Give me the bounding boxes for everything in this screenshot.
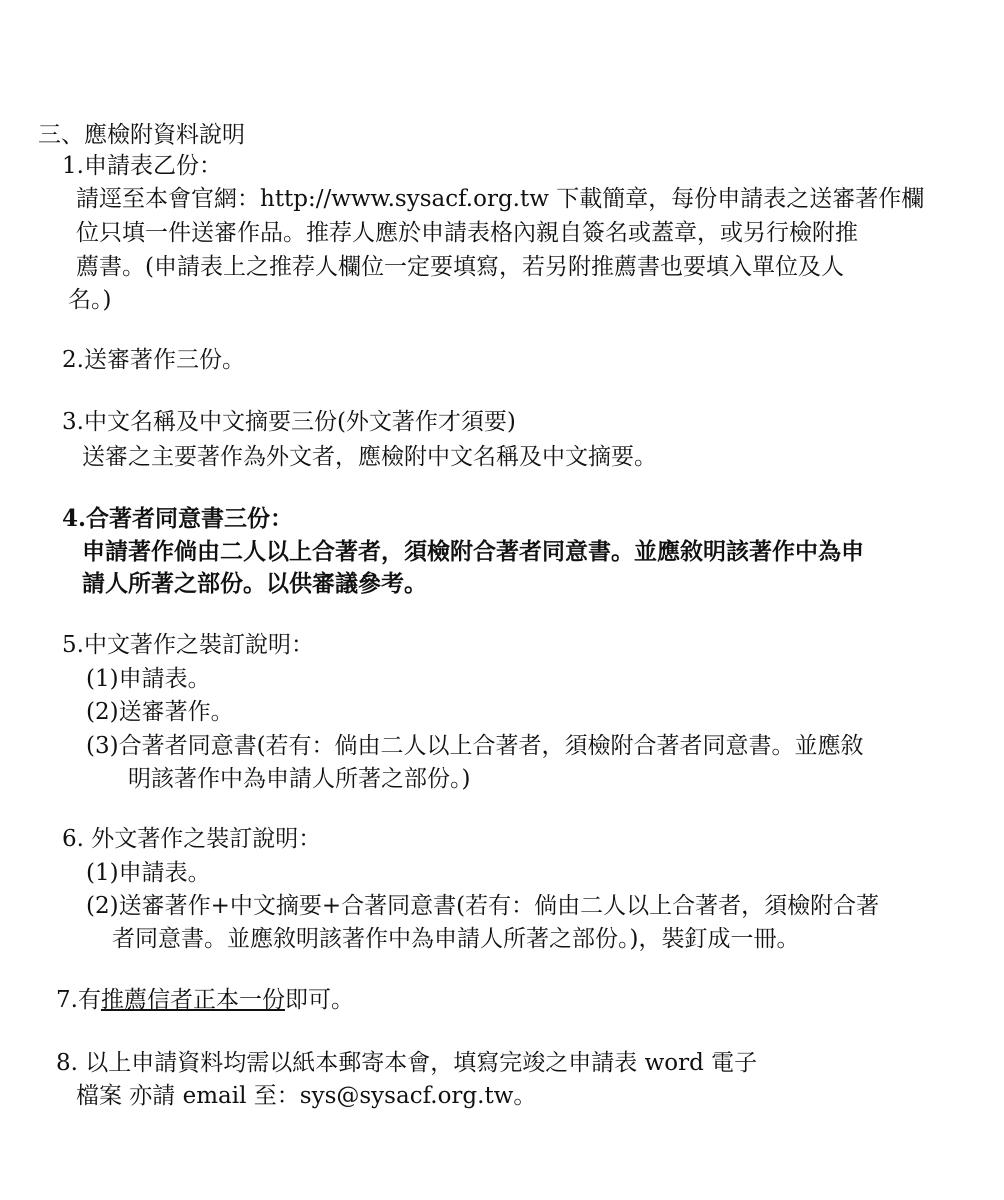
item-5-line: (1)申請表。 — [86, 666, 211, 692]
item-5-line: (3)合著者同意書(若有：倘由二人以上合著者，須檢附合著者同意書。並應敘 — [86, 733, 864, 759]
item-4-line: 請人所著之部份。以供審議參考。 — [82, 570, 427, 597]
item-7 — [56, 985, 354, 1015]
item-1-line: 薦書。(申請表上之推荐人欄位一定要填寫，若另附推薦書也要填入單位及人 — [76, 254, 844, 280]
item-4-title: 4.合著者同意書三份： — [62, 505, 294, 532]
item-7-prefix: 7.有 — [56, 987, 101, 1013]
item-3-title: 3.中文名稱及中文摘要三份(外文著作才須要) — [62, 409, 516, 435]
item-8-line: 檔案 亦請 email 至：sys@sysacf.org.tw。 — [76, 1083, 537, 1109]
item-6-line: (1)申請表。 — [86, 860, 211, 886]
item-2-title: 2.送審著作三份。 — [62, 347, 245, 373]
item-1-title: 1.申請表乙份： — [62, 153, 222, 179]
item-1-line: 請逕至本會官網：http://www.sysacf.org.tw 下載簡章，每份申請表之送審著作欄 — [76, 186, 925, 212]
item-5-title: 5.中文著作之裝訂說明： — [62, 632, 314, 658]
item-8-line: 8. 以上申請資料均需以紙本郵寄本會，填寫完竣之申請表 word 電子 — [56, 1050, 758, 1076]
item-7-suffix: 即可。 — [284, 987, 354, 1013]
item-1-line: 位只填一件送審作品。推荐人應於申請表格內親自簽名或蓋章，或另行檢附推 — [76, 220, 858, 246]
item-3-line: 送審之主要著作為外文者，應檢附中文名稱及中文摘要。 — [82, 444, 657, 470]
item-5-line: 明該著作中為申請人所著之部份。) — [128, 766, 471, 792]
item-6-line: 者同意書。並應敘明該著作中為申請人所著之部份。)，裝釘成一冊。 — [112, 926, 800, 952]
item-1-line: 名。) — [68, 287, 112, 313]
item-5-line: (2)送審著作。 — [86, 699, 234, 725]
section-title: 三、應檢附資料說明 — [38, 122, 245, 148]
item-6-line: (2)送審著作+中文摘要+合著同意書(若有：倘由二人以上合著者，須檢附合著 — [86, 893, 880, 919]
item-6-title: 6. 外文著作之裝訂說明： — [62, 826, 322, 852]
item-4-line: 申請著作倘由二人以上合著者，須檢附合著者同意書。並應敘明該著作中為申 — [82, 538, 864, 565]
item-7-underlined: 推薦信者正本一份 — [100, 987, 285, 1013]
